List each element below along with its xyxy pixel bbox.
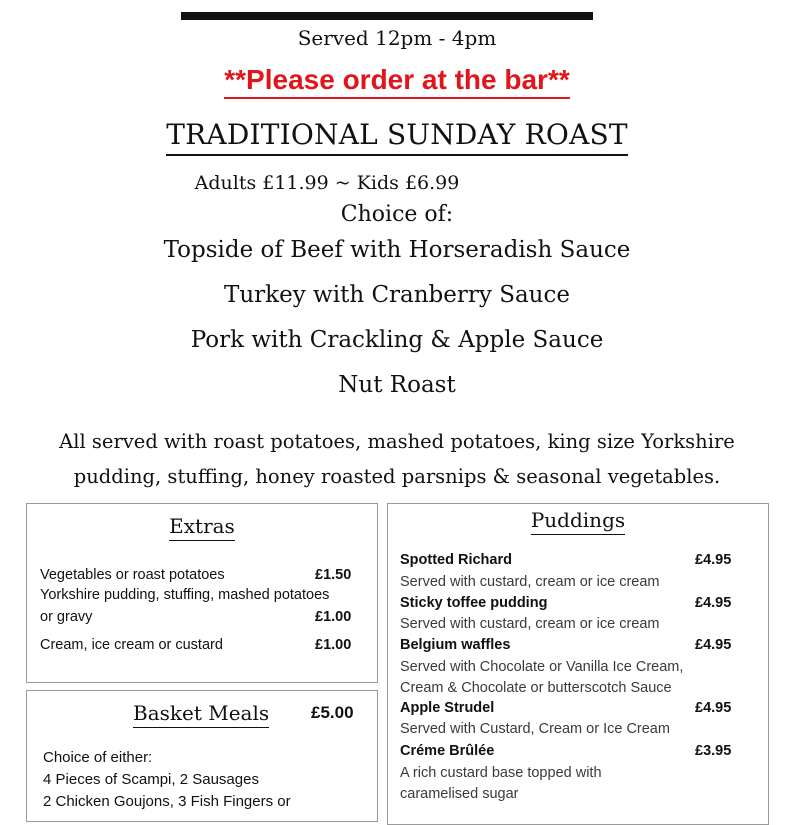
extras-title-text: Extras	[169, 514, 235, 541]
served-with-description	[0, 424, 794, 494]
basket-price: £5.00	[311, 703, 354, 722]
puddings-title	[388, 508, 768, 532]
pudding-name: Créme Brûlée	[400, 743, 495, 759]
pudding-description: caramelised sugar	[400, 786, 519, 802]
pudding-description: Served with custard, cream or ice cream	[400, 574, 660, 590]
pudding-price: £3.95	[695, 743, 732, 759]
extras-item-label: Vegetables or roast potatoes	[40, 567, 225, 583]
served-hours: Served 12pm - 4pm	[297, 26, 497, 50]
extras-item-price: £1.00	[315, 637, 352, 653]
pudding-price: £4.95	[695, 552, 732, 568]
roast-option: Turkey with Cranberry Sauce	[224, 282, 570, 308]
roast-option: Nut Roast	[338, 372, 456, 398]
roast-price: Adults £11.99 ~ Kids £6.99	[194, 172, 460, 194]
basket-intro: Choice of either:	[43, 749, 153, 766]
pudding-price: £4.95	[695, 637, 732, 653]
pudding-description: A rich custard base topped with	[400, 765, 602, 781]
pudding-name: Apple Strudel	[400, 700, 495, 716]
extras-item-price: £1.50	[315, 567, 352, 583]
pudding-price: £4.95	[695, 595, 732, 611]
extras-item-label: Cream, ice cream or custard	[40, 637, 223, 653]
basket-option: 2 Chicken Goujons, 3 Fish Fingers or	[43, 793, 291, 810]
pudding-description: Served with Chocolate or Vanilla Ice Cream,	[400, 659, 684, 675]
extras-item-price: £1.00	[315, 609, 352, 625]
extras-item-label: or gravy	[40, 609, 93, 625]
basket-title	[133, 701, 269, 725]
roast-title-text: TRADITIONAL SUNDAY ROAST	[166, 118, 628, 156]
choice-label: Choice of:	[340, 202, 454, 227]
pudding-name: Spotted Richard	[400, 552, 512, 568]
basket-title-text: Basket Meals	[133, 701, 269, 728]
pudding-description: Served with custard, cream or ice cream	[400, 616, 660, 632]
served-with-line: pudding, stuffing, honey roasted parsnips & seasonal vegetables.	[73, 465, 721, 488]
basket-option: 4 Pieces of Scampi, 2 Sausages	[43, 771, 259, 788]
top-divider-bar	[181, 12, 593, 20]
roast-option: Topside of Beef with Horseradish Sauce	[163, 237, 631, 263]
basket-meals-panel	[26, 690, 378, 822]
puddings-panel	[387, 503, 769, 825]
extras-item-label: Yorkshire pudding, stuffing, mashed potatoes	[40, 587, 330, 603]
order-notice	[0, 64, 794, 96]
served-with-line: All served with roast potatoes, mashed potatoes, king size Yorkshire	[59, 430, 735, 453]
pudding-description: Cream & Chocolate or butterscotch Sauce	[400, 680, 672, 696]
pudding-price: £4.95	[695, 700, 732, 716]
roast-option: Pork with Crackling & Apple Sauce	[190, 327, 604, 353]
extras-panel	[26, 503, 378, 683]
puddings-title-text: Puddings	[531, 508, 625, 535]
extras-title	[27, 514, 377, 538]
pudding-description: Served with Custard, Cream or Ice Cream	[400, 721, 670, 737]
roast-title	[0, 118, 794, 151]
order-notice-text: **Please order at the bar**	[224, 64, 570, 99]
pudding-name: Sticky toffee pudding	[400, 595, 548, 611]
pudding-name: Belgium waffles	[400, 637, 511, 653]
